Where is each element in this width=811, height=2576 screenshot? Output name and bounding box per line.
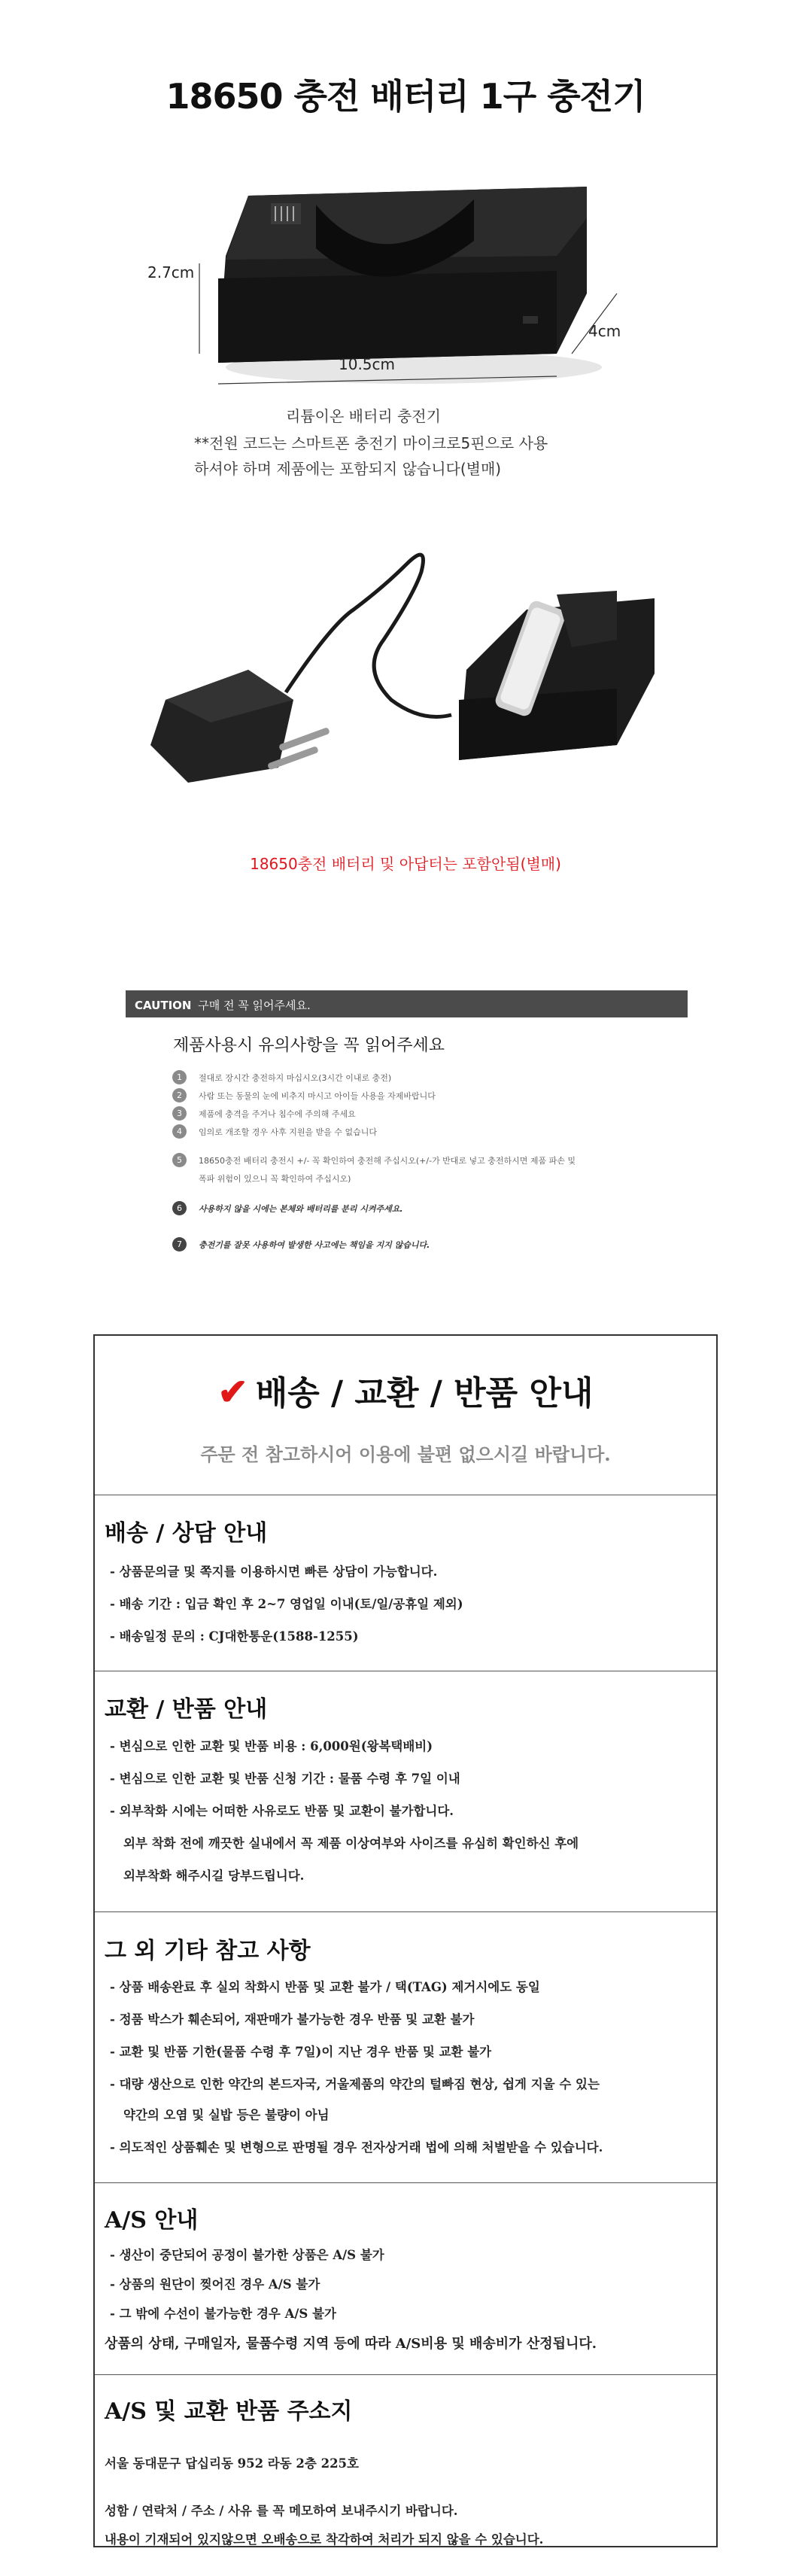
caution-label-text: 구매 전 꼭 읽어주세요.: [198, 999, 311, 1012]
caution-num-1: 1: [172, 1070, 187, 1084]
caution-num-2: 2: [172, 1088, 187, 1102]
caution-item-5: 18650충전 배터리 충전시 +/- 꼭 확인하여 충전해 주십시오(+/-가 반대로 넣고 충전하시면 제품 파손 및: [199, 1156, 576, 1166]
address-note-1: 성함 / 연락처 / 주소 / 사유 를 꼭 메모하여 보내주시기 바랍니다.: [105, 2504, 458, 2518]
not-included-note: 18650충전 배터리 및 아답터는 포함안됨(별매): [250, 855, 561, 873]
section-divider: [95, 1911, 716, 1912]
shipping-info-title-text: 배송 / 교환 / 반품 안내: [255, 1374, 594, 1413]
delivery-line-3: - 배송일정 문의 : CJ대한통운(1588-1255): [110, 1629, 359, 1644]
shipping-info-title: [95, 1366, 716, 1414]
product-note-line-1: 리튬이온 배터리 충전기: [286, 407, 441, 425]
charger-with-adapter-image: [135, 519, 677, 820]
caution-num-3: 3: [172, 1106, 187, 1121]
caution-item-7: 충전기를 잘못 사용하여 발생한 사고에는 책임을 지지 않습니다.: [199, 1240, 430, 1250]
as-line-1: - 생산이 중단되어 공정이 불가한 상품은 A/S 불가: [110, 2248, 384, 2262]
exchange-line-5: 외부착화 해주시길 당부드립니다.: [123, 1869, 305, 1883]
shipping-info-box: [93, 1334, 718, 2547]
product-note-line-3: 하셔야 하며 제품에는 포함되지 않습니다(별매): [194, 460, 502, 478]
exchange-line-2: - 변심으로 인한 교환 및 반품 신청 기간 : 물품 수령 후 7일 이내: [110, 1772, 460, 1786]
page-title: 18650 충전 배터리 1구 충전기: [166, 76, 645, 117]
caution-item-1: 절대로 장시간 충전하지 마십시오(3시간 이내로 충전): [199, 1073, 392, 1083]
check-icon: ✔: [217, 1371, 248, 1413]
caution-item-2: 사람 또는 동물의 눈에 비추지 마시고 아이들 사용을 자제바랍니다: [199, 1091, 436, 1101]
section-heading-other: 그 외 기타 참고 사항: [105, 1938, 311, 1964]
address-note-2: 내용이 기재되어 있지않으면 오배송으로 착각하여 처리가 되지 않을 수 있습니다.: [105, 2532, 544, 2547]
delivery-line-1: - 상품문의글 및 쪽지를 이용하시면 빠른 상담이 가능합니다.: [110, 1565, 438, 1579]
product-note-line-2: **전원 코드는 스마트폰 충전기 마이크로5핀으로 사용: [194, 434, 548, 452]
caution-num-6: 6: [172, 1201, 187, 1215]
caution-item-6: 사용하지 않을 시에는 본체와 배터리를 분리 시켜주세요.: [199, 1204, 403, 1214]
dimension-width-label: 10.5cm: [339, 355, 396, 373]
address-line: 서울 동대문구 답십리동 952 라동 2층 225호: [105, 2456, 359, 2471]
section-divider: [95, 2182, 716, 2183]
exchange-line-3: - 외부착화 시에는 어떠한 사유로도 반품 및 교환이 불가합니다.: [110, 1804, 454, 1818]
caution-num-5: 5: [172, 1153, 187, 1167]
dimension-depth-label: 4cm: [588, 322, 621, 340]
other-line-3: - 교환 및 반품 기한(물품 수령 후 7일)이 지난 경우 반품 및 교환 불가: [110, 2045, 492, 2059]
caution-item-5-cont: 폭파 위험이 있으니 꼭 확인하여 주십시오): [199, 1174, 351, 1184]
exchange-line-4: 외부 착화 전에 깨끗한 실내에서 꼭 제품 이상여부와 사이즈를 유심히 확인하신 후에: [123, 1836, 579, 1851]
section-heading-as: A/S 안내: [105, 2207, 199, 2234]
other-line-1: - 상품 배송완료 후 실외 착화시 반품 및 교환 불가 / 택(TAG) 제거시에도 동일: [110, 1980, 540, 1994]
caution-num-7: 7: [172, 1237, 187, 1252]
other-line-2: - 정품 박스가 훼손되어, 재판매가 불가능한 경우 반품 및 교환 불가: [110, 2012, 475, 2027]
other-line-6: - 의도적인 상품훼손 및 변형으로 판명될 경우 전자상거래 법에 의해 처벌받을 수 있습니다.: [110, 2140, 603, 2155]
section-divider: [95, 2374, 716, 2375]
caution-item-4: 임의로 개조할 경우 사후 지원을 받을 수 없습니다: [199, 1127, 377, 1137]
section-heading-exchange: 교환 / 반품 안내: [105, 1696, 268, 1723]
other-line-5: 약간의 오염 및 실밥 등은 불량이 아님: [123, 2108, 330, 2122]
caution-heading: 제품사용시 유의사항을 꼭 읽어주세요: [173, 1036, 445, 1055]
charger-image: [135, 166, 677, 406]
dimension-height-label: 2.7cm: [147, 263, 195, 281]
exchange-line-1: - 변심으로 인한 교환 및 반품 비용 : 6,000원(왕복택배비): [110, 1739, 433, 1753]
other-line-4: - 대량 생산으로 인한 약간의 본드자국, 거울제품의 약간의 털빠짐 현상, 쉽게 지울 수 있는: [110, 2077, 600, 2091]
as-line-3: - 그 밖에 수선이 불가능한 경우 A/S 불가: [110, 2307, 336, 2321]
caution-bar: [126, 990, 688, 1017]
section-heading-address: A/S 및 교환 반품 주소지: [105, 2398, 353, 2425]
caution-label: CAUTION: [135, 999, 192, 1012]
caution-item-3: 제품에 충격을 주거나 침수에 주의해 주세요: [199, 1109, 356, 1119]
section-heading-delivery: 배송 / 상담 안내: [105, 1520, 268, 1547]
caution-num-4: 4: [172, 1124, 187, 1139]
as-line-4: 상품의 상태, 구매일자, 물품수령 지역 등에 따라 A/S비용 및 배송비가 산정됩니다.: [105, 2336, 597, 2352]
shipping-info-subtitle: 주문 전 참고하시어 이용에 불편 없으시길 바랍니다.: [200, 1443, 611, 1465]
as-line-2: - 상품의 원단이 찢어진 경우 A/S 불가: [110, 2277, 320, 2292]
delivery-line-2: - 배송 기간 : 입금 확인 후 2~7 영업일 이내(토/일/공휴일 제외): [110, 1597, 463, 1611]
